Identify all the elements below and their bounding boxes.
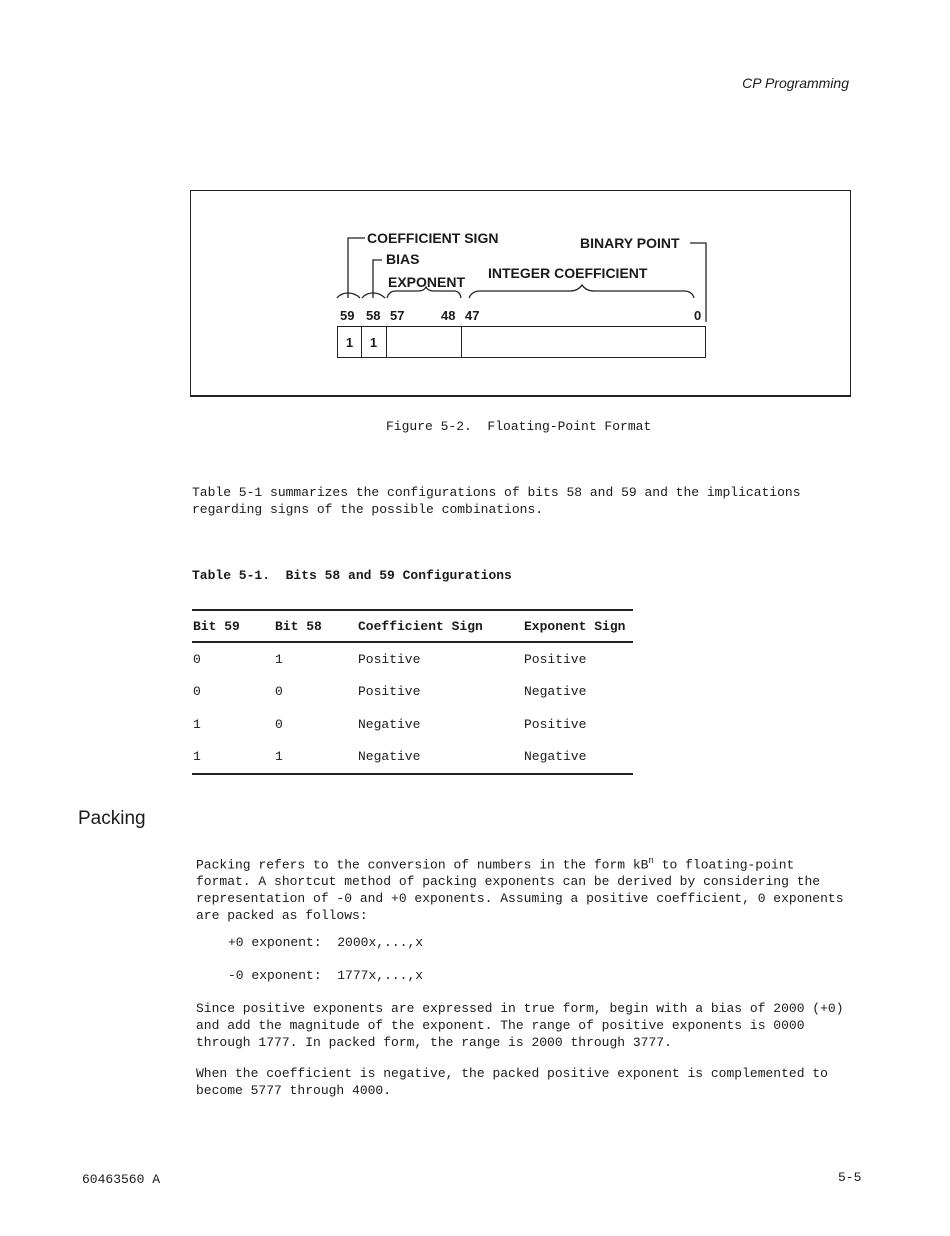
- running-head: CP Programming: [742, 75, 849, 91]
- bit-number-0: 0: [694, 308, 702, 323]
- header-bit-58: Bit 58: [274, 610, 357, 642]
- table-header-row: [192, 610, 633, 642]
- intro-paragraph: Table 5-1 summarizes the configurations of bits 58 and 59 and the implications regarding signs of the possible combinations.: [192, 485, 801, 517]
- code-line-plus-zero: +0 exponent: 2000x,...,x: [228, 935, 424, 950]
- bit-59-cell: 1: [338, 327, 362, 357]
- cell-coefficient-sign: Positive: [358, 651, 421, 667]
- cell-exponent-sign: Negative: [524, 684, 587, 700]
- header-bit-59: Bit 59: [192, 610, 274, 642]
- document-number: 60463560 A: [82, 1172, 161, 1187]
- cell-bit-59: 1: [192, 741, 274, 775]
- packing-paragraph-2: Since positive exponents are expressed in true form, begin with a bias of 2000 (+0) and add the magnitude of the exponent. The range of positive exponents is 0000 through 1777. In packed form, the range is 2000 through 3777.: [196, 1001, 844, 1050]
- integer-coefficient-label: INTEGER COEFFICIENT: [488, 265, 648, 281]
- bit-number-48: 48: [441, 308, 456, 323]
- cell-coefficient-sign: Negative: [357, 741, 523, 775]
- exponent-label: EXPONENT: [388, 274, 466, 290]
- code-line-minus-zero: -0 exponent: 1777x,...,x: [228, 968, 424, 983]
- table-title: Table 5-1. Bits 58 and 59 Configurations: [192, 568, 512, 583]
- table-row: [192, 741, 633, 775]
- page-number: 5-5: [838, 1170, 862, 1185]
- bit-number-59: 59: [340, 308, 355, 323]
- binary-point-label: BINARY POINT: [580, 235, 680, 251]
- table-row: [192, 642, 633, 676]
- section-heading-packing: Packing: [78, 808, 146, 829]
- cell-bit-59: 0: [193, 684, 201, 700]
- exponent-superscript: n: [648, 856, 654, 866]
- bits-config-table: [192, 609, 633, 775]
- cell-coefficient-sign: Negative: [358, 716, 421, 732]
- table-row: [192, 676, 633, 709]
- cell-exponent-sign: Positive: [524, 716, 587, 732]
- packing-paragraph-3: When the coefficient is negative, the packed positive exponent is complemented to become 5777 through 4000.: [196, 1066, 828, 1098]
- bit-number-47: 47: [465, 308, 480, 323]
- coefficient-sign-label: COEFFICIENT SIGN: [367, 230, 499, 246]
- exponent-field: [386, 327, 462, 357]
- cell-bit-58: 1: [275, 651, 283, 667]
- bit-number-58: 58: [366, 308, 381, 323]
- cell-bit-58: 1: [274, 741, 357, 775]
- word-format-box: [337, 326, 706, 358]
- cell-exponent-sign: Negative: [523, 741, 633, 775]
- bias-label: BIAS: [386, 251, 420, 267]
- packing-paragraph-1: Packing refers to the conversion of numbers in the form $kB^n$ to floating-point format. A shortcut method of packing exponents can be derived by considering the representation of -0 and +0 exponents. Assuming a positive coefficient, 0 exponents are packed as follows:: [196, 856, 844, 924]
- cell-bit-59: 1: [193, 716, 201, 732]
- table-row: [192, 708, 633, 741]
- header-exponent-sign: Exponent Sign: [523, 610, 633, 642]
- cell-exponent-sign: Positive: [524, 651, 587, 667]
- cell-bit-58: 0: [275, 716, 283, 732]
- bit-58-cell: 1: [361, 327, 387, 357]
- bit-number-57: 57: [390, 308, 405, 323]
- figure-caption: Figure 5-2. Floating-Point Format: [386, 419, 652, 434]
- header-coefficient-sign: Coefficient Sign: [357, 610, 523, 642]
- cell-bit-58: 0: [275, 684, 283, 700]
- cell-bit-59: 0: [193, 651, 201, 667]
- cell-coefficient-sign: Positive: [358, 684, 421, 700]
